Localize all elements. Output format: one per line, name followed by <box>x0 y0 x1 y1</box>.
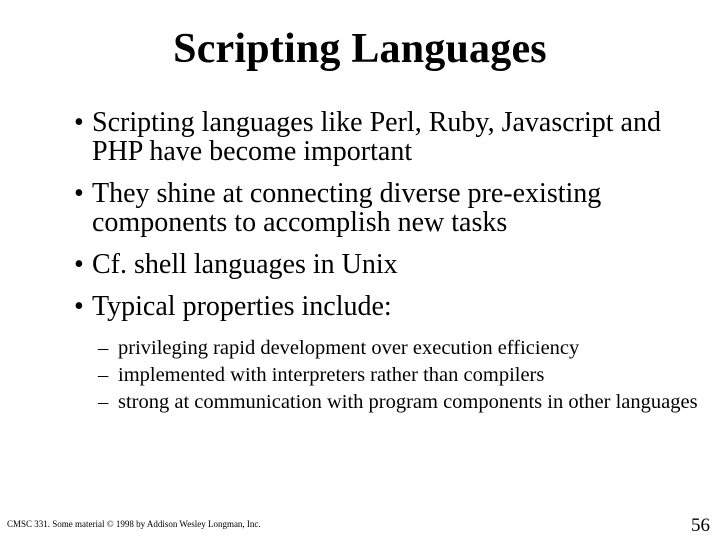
dash-marker: – <box>98 364 109 386</box>
sub-bullet-text: privileging rapid development over execution efficiency <box>118 337 580 359</box>
bullet-text: Scripting languages like Perl, Ruby, Javascript and PHP have become important <box>92 107 661 167</box>
sub-bullet-item <box>98 363 698 387</box>
bullet-item <box>74 179 694 237</box>
footer-copyright: CMSC 331. Some material © 1998 by Addison Wesley Longman, Inc. <box>7 519 261 529</box>
sub-bullet-list <box>98 336 698 417</box>
dash-marker: – <box>98 391 109 413</box>
slide-title: Scripting Languages <box>173 26 547 72</box>
sub-bullet-item <box>98 390 698 414</box>
sub-bullet-item <box>98 336 698 360</box>
bullet-item <box>74 108 694 166</box>
bullet-list <box>74 108 694 334</box>
bullet-marker: • <box>74 178 84 209</box>
page-number: 56 <box>691 515 710 536</box>
bullet-marker: • <box>74 291 84 322</box>
bullet-marker: • <box>74 107 84 138</box>
sub-bullet-text: implemented with interpreters rather than compilers <box>118 364 545 386</box>
bullet-text: Cf. shell languages in Unix <box>92 249 398 280</box>
dash-marker: – <box>98 337 109 359</box>
bullet-text: They shine at connecting diverse pre-existing components to accomplish new tasks <box>92 178 602 238</box>
sub-bullet-text: strong at communication with program components in other languages <box>118 391 698 413</box>
bullet-item <box>74 250 694 279</box>
bullet-text: Typical properties include: <box>92 291 392 322</box>
bullet-marker: • <box>74 249 84 280</box>
bullet-item <box>74 292 694 321</box>
